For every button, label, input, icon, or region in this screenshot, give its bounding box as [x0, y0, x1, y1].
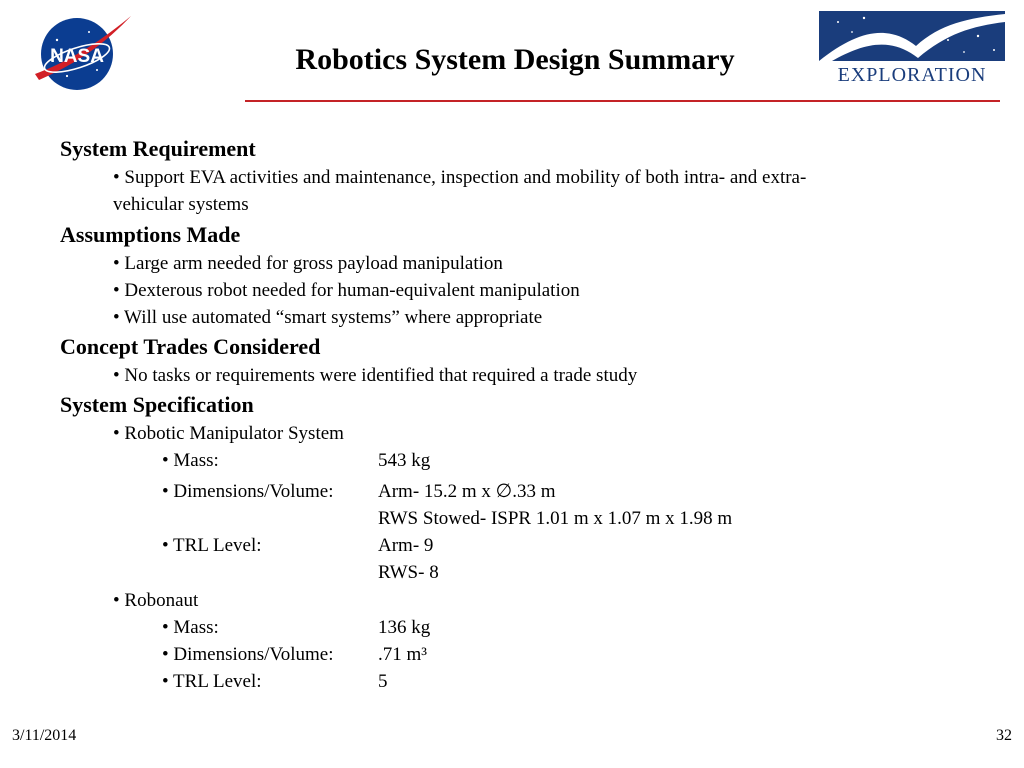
section-heading-requirement: System Requirement: [60, 136, 256, 161]
assumption-bullet: • Dexterous robot needed for human-equivalent manipulation: [113, 280, 580, 301]
page-title: Robotics System Design Summary: [295, 43, 735, 76]
rms-dims-value-rws: RWS Stowed- ISPR 1.01 m x 1.07 m x 1.98 m: [378, 508, 733, 529]
trades-bullet: • No tasks or requirements were identified that required a trade study: [113, 365, 638, 386]
rms-trl-value-arm: Arm- 9: [378, 535, 434, 556]
rms-label: • Robotic Manipulator System: [113, 423, 344, 444]
section-heading-trades: Concept Trades Considered: [60, 334, 321, 359]
rms-mass-label: • Mass:: [162, 450, 219, 471]
footer-date: 3/11/2014: [12, 727, 77, 744]
rms-mass-value: 543 kg: [378, 450, 431, 471]
robonaut-dims-value: .71 m³: [378, 644, 427, 665]
rms-trl-value-rws: RWS- 8: [378, 562, 439, 583]
rms-dims-label: • Dimensions/Volume:: [162, 481, 334, 502]
svg-text:EXPLORATION: EXPLORATION: [837, 64, 987, 84]
rms-trl-label: • TRL Level:: [162, 535, 262, 556]
robonaut-trl-value: 5: [378, 671, 388, 692]
robonaut-dims-label: • Dimensions/Volume:: [162, 644, 334, 665]
title-divider: [245, 100, 1000, 102]
nasa-logo: [27, 10, 135, 94]
robonaut-mass-label: • Mass:: [162, 617, 219, 638]
robonaut-mass-value: 136 kg: [378, 617, 431, 638]
page-number: 32: [996, 727, 1012, 744]
robonaut-trl-label: • TRL Level:: [162, 671, 262, 692]
section-heading-specification: System Specification: [60, 392, 254, 417]
svg-text:NASA: NASA: [50, 46, 104, 67]
section-heading-assumptions: Assumptions Made: [60, 222, 241, 247]
exploration-logo: [818, 10, 1006, 84]
assumption-bullet: • Will use automated “smart systems” where appropriate: [113, 307, 543, 328]
assumption-bullet: • Large arm needed for gross payload manipulation: [113, 253, 503, 274]
requirement-bullet-line-1: • Support EVA activities and maintenance, inspection and mobility of both intra- and extra-: [113, 167, 807, 188]
requirement-bullet-line-2: vehicular systems: [113, 194, 249, 215]
rms-dims-value-arm: Arm- 15.2 m x ∅.33 m: [378, 481, 556, 502]
robonaut-label: • Robonaut: [113, 590, 199, 611]
